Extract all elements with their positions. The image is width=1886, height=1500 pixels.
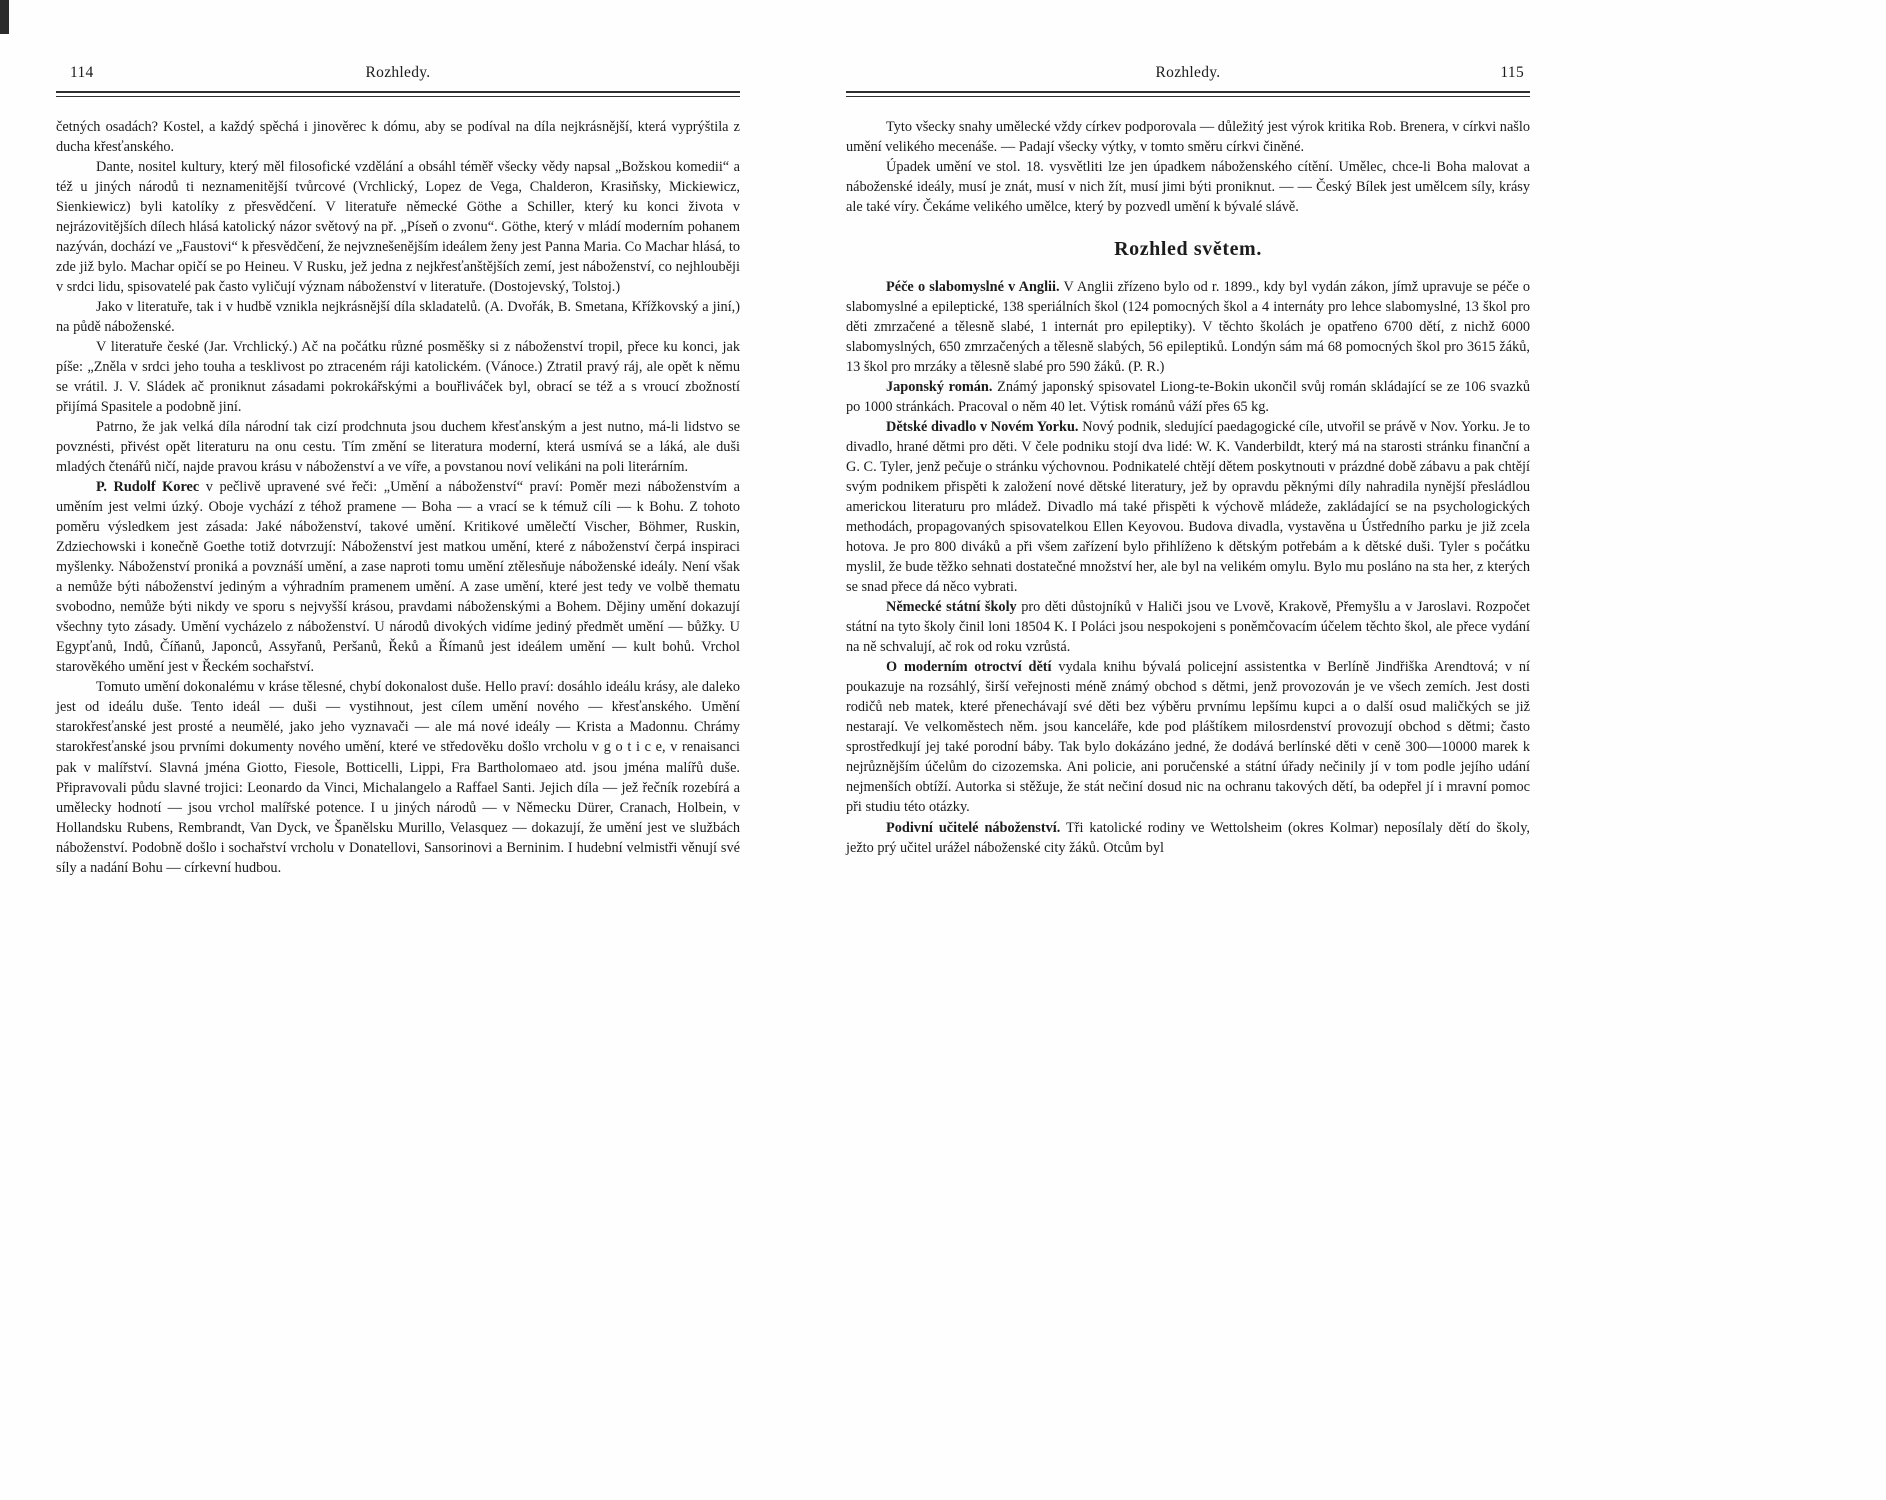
paragraph: Patrno, že jak velká díla národní tak cizí prodchnuta jsou duchem křesťanským a jest nutno, má-li lidstvo se povznésti, přivést opět literaturu na onu cestu. Tím změní se literatura moderní, která usmívá se a láká, ale duši mladých čtenářů ničí, najde pravou krásu v náboženství a ve víře, a povstanou noví velikáni na poli literárním. bbox=[56, 419, 740, 476]
paragraph: Japonský román. Známý japonský spisovatel Liong-te-Bokin ukončil svůj román skládající se ze 106 svazků po 1000 stránkách. Pracoval o něm 40 let. Výtisk románů váží přes 65 kg. bbox=[846, 379, 1530, 416]
paragraph-lead: Podivní učitelé náboženství. bbox=[886, 819, 1061, 836]
paragraph: Dante, nositel kultury, který měl filosofické vzdělání a obsáhl téměř všecky vědy napsal „Božskou komedii“ a též u jiných národů ti neznamenitější tvůrcové (Vrchlický, Lopez de Vega, Chalderon, Krasiňsky, Mickiewicz, Sienkiewicz) byli katolíky z přesvědčení. V literatuře německé Göthe a Schiller, který ku konci života v nejrázovitějších dílech hlásá katolický názor světový na př. „Píseň o zvonu“. Göthe, který v mládí moderním pohanem nazýván, dochází ve „Faustovi“ k přesvědčení, že nejvznešenějším ideálem ženy jest Panna Maria. Co Machar hlásá, to zde již bylo. Machar opičí se po Heineu. V Rusku, jež jedna z nejkřesťanštějších zemí, jest náboženství, co nejhlouběji v srdci lidu, spisovatelé pak často vyličují význam náboženství v literatuře. (Dostojevský, Tolstoj.) bbox=[56, 159, 740, 296]
page-114 bbox=[56, 64, 740, 878]
running-title: Rozhledy. bbox=[1155, 64, 1221, 81]
header-rule bbox=[56, 91, 740, 97]
paragraph: Tyto všecky snahy umělecké vždy církev podporovala — důležitý jest výrok kritika Rob. Brenera, v církvi našlo umění velikého mecenáše. — Padají všecky výtky, v tomto směru církvi činěné. bbox=[846, 119, 1530, 156]
page-body bbox=[846, 117, 1530, 858]
page-number: 114 bbox=[70, 64, 94, 81]
section-heading: Rozhled světem. bbox=[1114, 238, 1262, 261]
paragraph: V literatuře české (Jar. Vrchlický.) Ač na počátku různé posměšky si z náboženství tropil, přece ku konci, jak píše: „Zněla v srdci jeho touha a tesklivost po ztraceném ráji katolickém. (Vánoce.) Ztratil pravý ráj, ale opět k němu se vrátil. J. V. Sládek ač proniknut zásadami pokrokářskými a bouřliváček byl, obrací se též a s vroucí zbožností přijímá Spasitele a podobně jiní. bbox=[56, 339, 740, 416]
page-body bbox=[56, 117, 740, 878]
header-rule bbox=[846, 91, 1530, 97]
page-header bbox=[56, 64, 740, 88]
paragraph-lead: Péče o slabomyslné v Anglii. bbox=[886, 279, 1060, 296]
scan-edge-mark bbox=[0, 0, 9, 34]
paragraph: četných osadách? Kostel, a každý spěchá i jinověrec k dómu, aby se podíval na díla nejkrásnější, která vyprýštila z ducha křesťanského. bbox=[56, 119, 740, 156]
paragraph-lead: P. Rudolf Korec bbox=[96, 479, 200, 496]
paragraph: Dětské divadlo v Novém Yorku. Nový podnik, sledující paedagogické cíle, utvořil se právě v Nov. Yorku. Je to divadlo, hrané dětmi pro děti. V čele podniku stojí dva lidé: W. K. Vanderbildt, který má na starosti stránku finanční a G. C. Tyler, jenž pečuje o stránku výchovnou. Podnikatelé chtějí dětem poskytnouti v prázdné době zábavu a pak chtějí svým podnikem přispěti k založení nové dětské literatury, jež by opravdu pěknými díly nahradila nynější přesládlou americkou literaturu pro mládež. Divadlo má také přispěti k výchově mládeže, zakládající se na psychologických methodách, propagovaných spisovatelkou Ellen Keyovou. Budova divadla, vystavěna u Ústředního parku je již zcela hotova. Je pro 800 diváků a při všem zařízení bylo přihlíženo k dětským potřebám a k dětské duši. Tyler s počátku myslil, že bude těžko sehnati dostatečné množství her, ale byl na velikém omylu. Bylo mu posláno na sta her, z kterých se snad přece dá něco vybrati. bbox=[846, 419, 1531, 596]
paragraph: Péče o slabomyslné v Anglii. V Anglii zřízeno bylo od r. 1899., kdy byl vydán zákon, jímž upravuje se péče o slabomyslné a epileptické, 138 speriálních škol (124 pomocných škol a 4 internáty pro lehce slabomyslné, 13 škol pro děti zmrzačené a tělesně slabé, 1 internát pro epileptiky). V těchto školách je opatřeno 6700 dětí, z nichž 6000 slabomyslných, 650 zmrzačených a tělesně slabých, 56 epileptiků. Londýn sám má 68 pomocných škol pro 3615 žáků, 13 škol pro mrzáky a tělesně slabé pro 590 žáků. (P. R.) bbox=[846, 279, 1530, 376]
paragraph-lead: Dětské divadlo v Novém Yorku. bbox=[886, 419, 1079, 436]
paragraph: Podivní učitelé náboženství. Tři katolické rodiny ve Wettolsheim (okres Kolmar) neposílaly dětí do školy, ježto prý učitel urážel náboženské city žáků. Otcům byl bbox=[846, 819, 1530, 856]
page-header bbox=[846, 64, 1530, 88]
paragraph-lead: Japonský román. bbox=[886, 379, 993, 396]
paragraph-lead: Německé státní školy bbox=[886, 599, 1017, 616]
page-115 bbox=[846, 64, 1530, 858]
paragraph: Jako v literatuře, tak i v hudbě vznikla nejkrásnější díla skladatelů. (A. Dvořák, B. Smetana, Křížkovský a jiní,) na půdě náboženské. bbox=[56, 299, 740, 336]
paragraph: Německé státní školy pro děti důstojníků v Haliči jsou ve Lvově, Krakově, Přemyšlu a v Jaroslavi. Rozpočet státní na tyto školy činil loni 18504 K. I Poláci jsou nespokojeni s poněmčovacím účelem těchto škol, ale přece vydání na ně schvalují, ač rok od roku vzrůstá. bbox=[846, 599, 1530, 656]
page-number: 115 bbox=[1500, 64, 1524, 81]
paragraph: Tomuto umění dokonalému v kráse tělesné, chybí dokonalost duše. Hello praví: dosáhlo ideálu krásy, ale daleko jest od ideálu duše. Tento ideál — duši — vystihnout, jest cílem umění nového — křesťanského. Umění starokřesťanské jest prosté a neumělé, jako jeho vyznavači — ale má nové ideály — Krista a Madonnu. Chrámy starokřesťanské jsou prvními dokumenty nového umění, které ve středověku došlo vrcholu v g o t i c e, v renaisanci pak v malířství. Slavná jména Giotto, Fiesole, Botticelli, Lippi, Fra Bartholomaeo atd. jsou jména malířů duše. Připravovali půdu slavné trojici: Leonardo da Vinci, Michalangelo a Raffael Santi. Jejich díla — jež řečník rozebírá a umělecky hodnotí — jsou vrchol malířské potence. I u jiných národů — v Německu Dürer, Cranach, Holbein, v Hollandsku Rubens, Rembrandt, Van Dyck, ve Španělsku Murillo, Velasquez — dokazují, že umění jest ve službách náboženství. Podobně došlo i sochařství vrcholu v Donatellovi, Sansorinovi a Berninim. I hudební velmistři věnují své síly a nadání Bohu — církevní hudbou. bbox=[56, 679, 740, 876]
paragraph: P. Rudolf Korec v pečlivě upravené své řeči: „Umění a náboženství“ praví: Poměr mezi náboženstvím a uměním jest velmi úzký. Oboje vychází z téhož pramene — Boha — a vrací se k témuž cíli — k Bohu. Z tohoto poměru výsledkem jest zásada: Jaké náboženství, takové umění. Kritikové umělečtí Vischer, Böhmer, Ruskin, Zdziechowski i konečně Goethe totiž dotvrzují: Náboženství jest matkou umění, které z náboženství čerpá inspiraci myšlenky. Náboženství proniká a povznáší umění, a zase naproti tomu umění ztělesňuje náboženské ideály. Není však a nemůže býti náboženství jediným a výhradním pramenem umění. A zase umění, které jest tedy ve volbě thematu svobodno, nemůže býti nikdy ve sporu s nejvyšší krásou, pravdami náboženskými a Bohem. Dějiny umění dokazují všechny tyto zásady. Umění vycházelo z náboženství. U národů divokých vidíme jediný předmět umění — bůžky. U Egypťanů, Indů, Číňanů, Japonců, Assyřanů, Peršanů, Řeků a Římanů jest ideálem umění — kult bohů. Vrchol starověkého umění jest v Řeckém sochařství. bbox=[56, 479, 740, 676]
paragraph: Úpadek umění ve stol. 18. vysvětliti lze jen úpadkem náboženského cítění. Umělec, chce-li Boha malovat a náboženské ideály, musí je znát, musí v nich žít, musí jimi býti proniknut. — — Český Bílek jest umělcem síly, krásy ale také víry. Čekáme velikého umělce, který by pozvedl umění k bývalé slávě. bbox=[846, 159, 1530, 216]
paragraph: O moderním otroctví dětí vydala knihu bývalá policejní assistentka v Berlíně Jindřiška Arendtová; v ní poukazuje na rozsáhlý, širší veřejnosti méně známý obchod s dětmi, jenž provozován je ve všech zemích. Jest dosti rodičů neb matek, které přenechávají své děti bez výběru prvnímu lepšímu kupci a o další osud maličkých se již nestarají. Ve velkoměstech něm. jsou kanceláře, kde pod pláštíkem milosrdenství provozují obchod s dětmi; často sprostředkují jej také porodní báby. Tak bylo dokázáno jedné, že dodává berlínské děti v ceně 300—10000 marek k nejrůznějším účelům do cizozemska. Ani policie, ani poručenské a státní úřady nečinily jí v tom podle jejího udání nejmenších obtíží. Autorka si stěžuje, že stát nečiní dosud nic na ochranu takových dětí, ba odepřel jí i mravní pomoc při studiu této otázky. bbox=[846, 659, 1530, 816]
paragraph-lead: O moderním otroctví dětí bbox=[886, 659, 1052, 676]
running-title: Rozhledy. bbox=[365, 64, 431, 81]
